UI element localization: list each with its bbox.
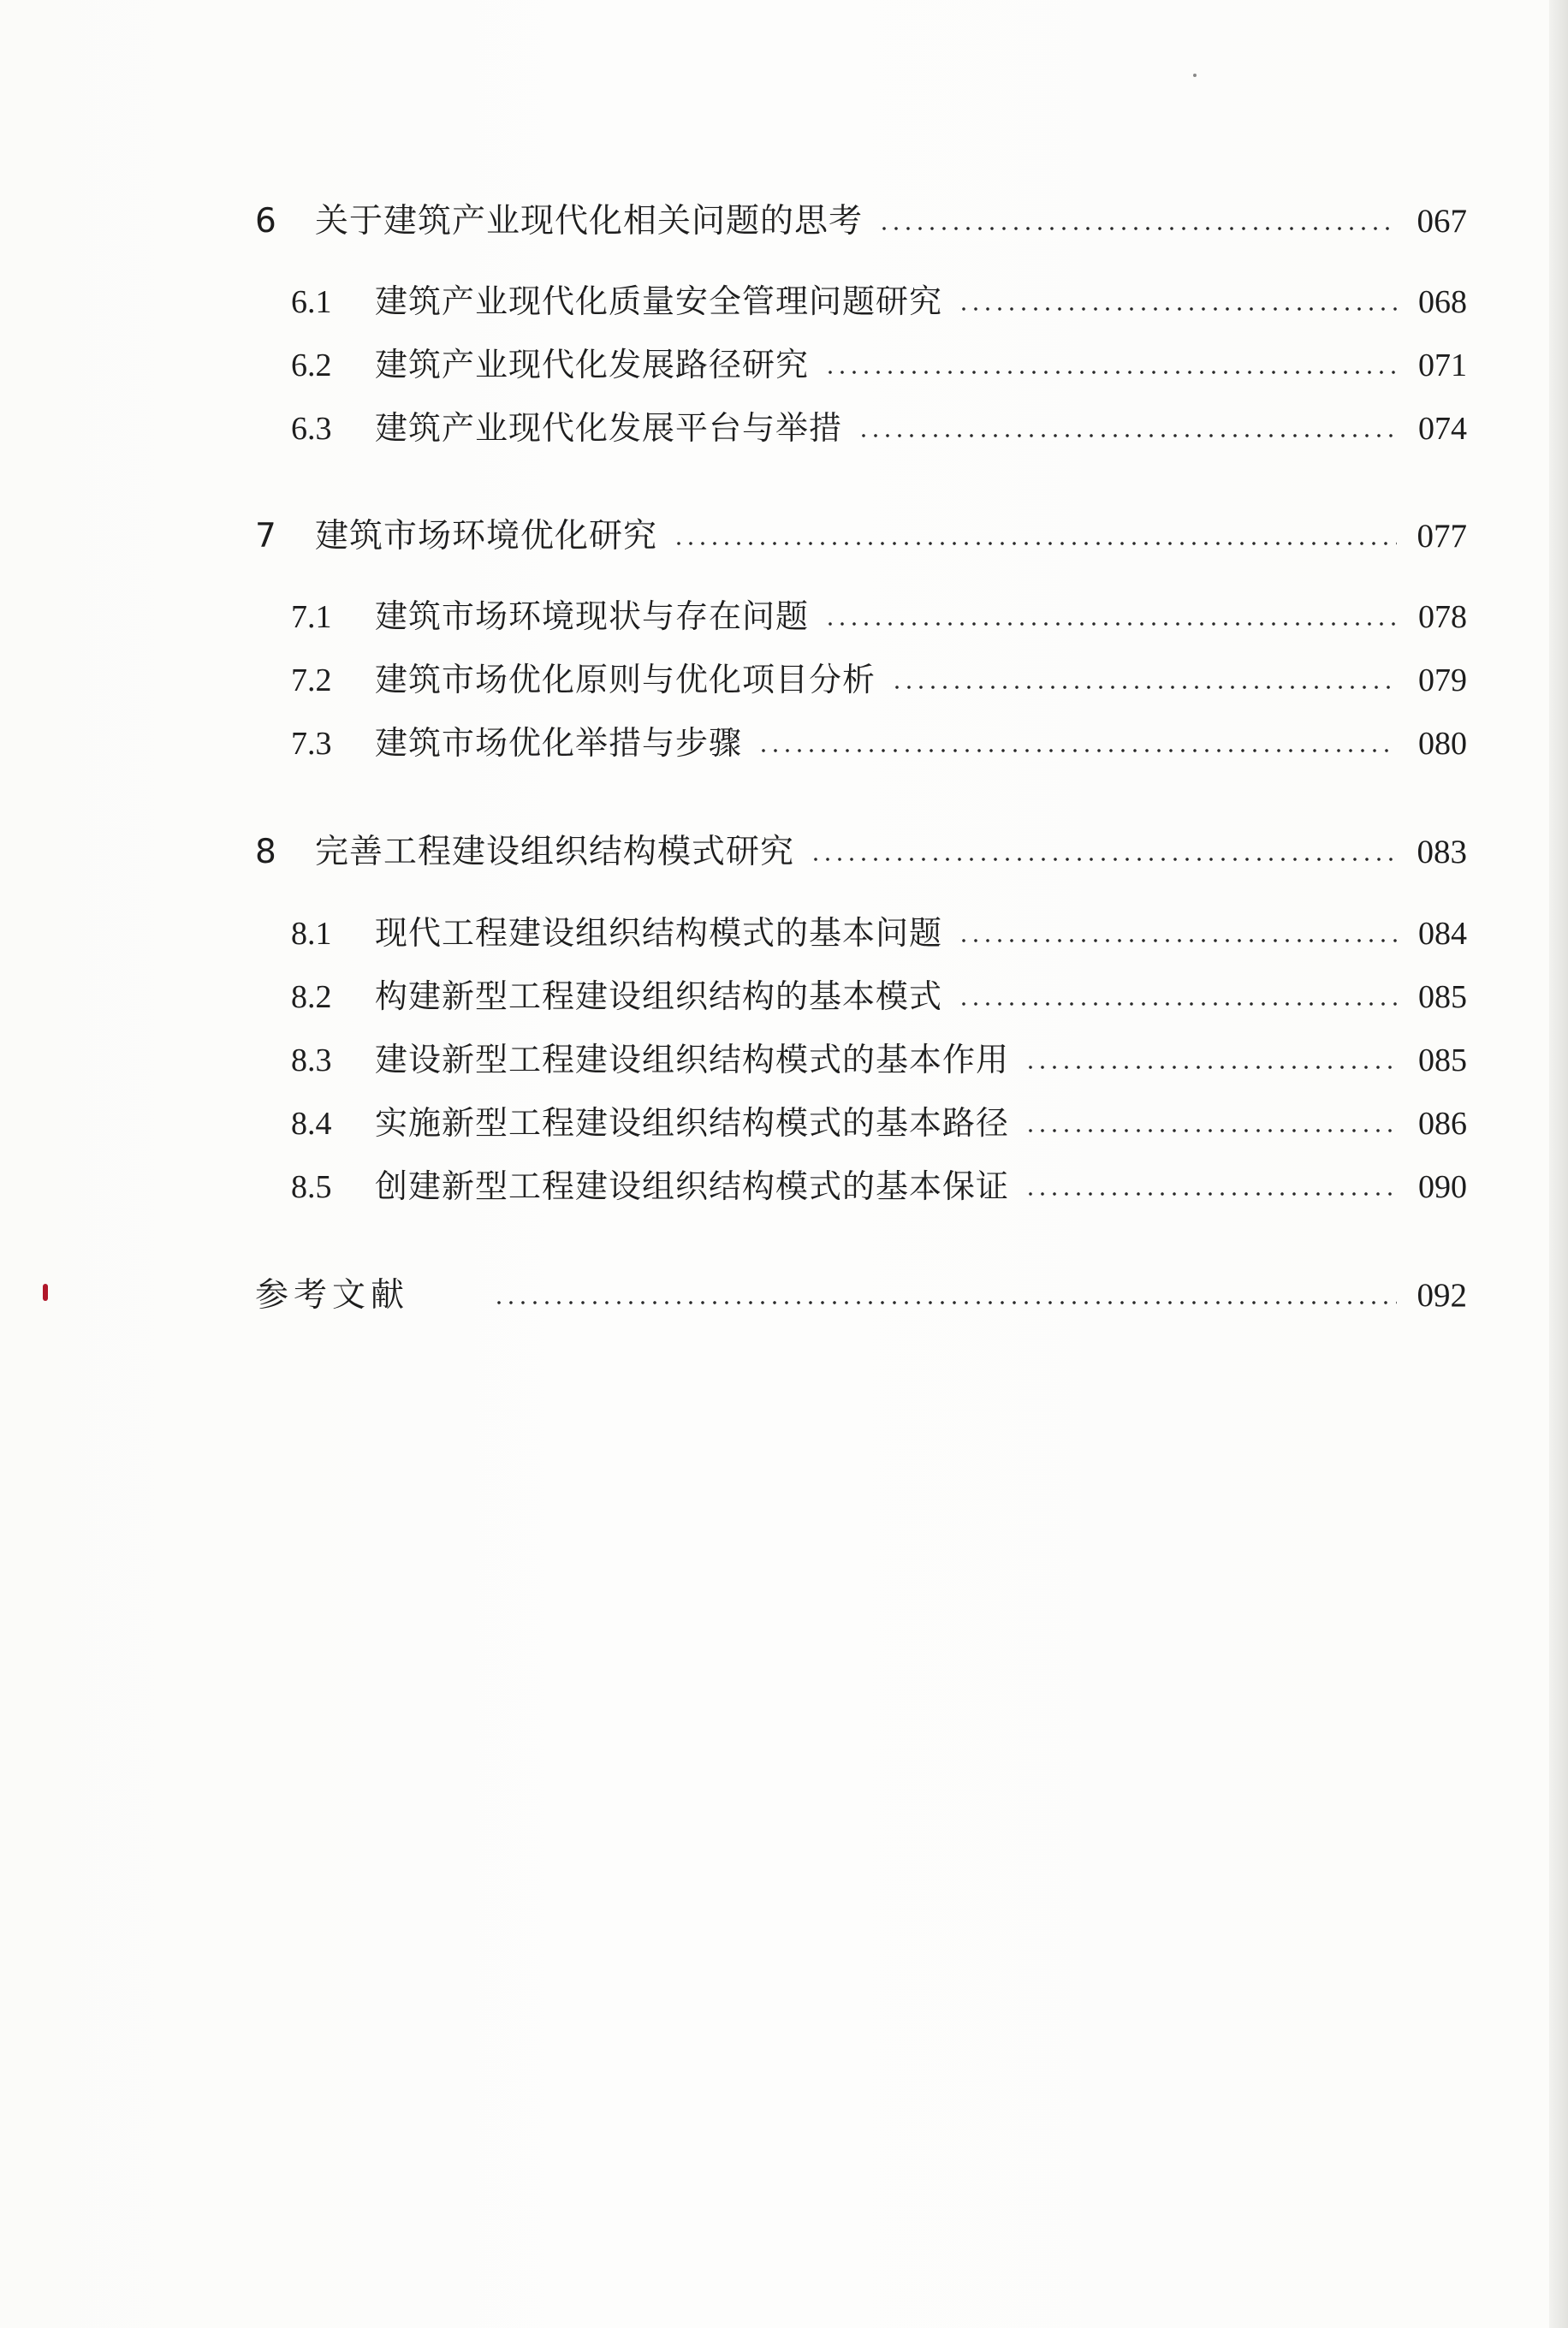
- dot-leader: [1025, 1129, 1397, 1132]
- page-number: 068: [1418, 284, 1467, 320]
- dot-leader: [493, 1301, 1397, 1304]
- chapter-number: 7: [255, 517, 276, 555]
- dot-leader: [1025, 1066, 1397, 1069]
- section-number: 6.2: [291, 347, 332, 383]
- section-title: 实施新型工程建设组织结构模式的基本路径: [375, 1104, 1010, 1142]
- page-number: 085: [1418, 1042, 1467, 1078]
- toc-references[interactable]: [255, 1275, 1467, 1316]
- toc-chapter-8[interactable]: [255, 832, 1467, 873]
- chapter-number: 6: [255, 202, 276, 241]
- dot-leader: [824, 371, 1397, 374]
- references-title: 参考文献: [255, 1276, 410, 1315]
- toc-section-7-1[interactable]: [291, 596, 1467, 638]
- page-number: 083: [1417, 834, 1467, 870]
- section-title: 创建新型工程建设组织结构模式的基本保证: [375, 1167, 1010, 1205]
- toc-section-8-4[interactable]: [291, 1102, 1467, 1144]
- page-number: 067: [1417, 203, 1467, 240]
- section-number: 8.4: [291, 1106, 332, 1142]
- dot-leader: [958, 307, 1397, 311]
- page-number: 078: [1418, 599, 1467, 635]
- toc-section-8-5[interactable]: [291, 1166, 1467, 1208]
- section-title: 建筑市场环境现状与存在问题: [375, 597, 810, 635]
- section-title: 建筑产业现代化发展平台与举措: [375, 409, 843, 447]
- page-number: 074: [1418, 411, 1467, 447]
- dot-leader: [824, 622, 1397, 626]
- dot-leader: [810, 858, 1397, 861]
- section-title: 建筑市场优化举措与步骤: [375, 724, 743, 762]
- section-number: 8.1: [291, 916, 332, 952]
- section-title: 构建新型工程建设组织结构的基本模式: [375, 977, 943, 1015]
- dot-leader: [891, 686, 1397, 689]
- toc-section-8-3[interactable]: [291, 1039, 1467, 1081]
- section-number: 8.3: [291, 1042, 332, 1078]
- dot-leader: [958, 939, 1397, 942]
- toc-chapter-7[interactable]: [255, 516, 1467, 557]
- page-number: 071: [1418, 347, 1467, 383]
- section-title: 建设新型工程建设组织结构模式的基本作用: [375, 1041, 1010, 1078]
- page-number: 085: [1418, 979, 1467, 1015]
- chapter-title: 关于建筑产业现代化相关问题的思考: [315, 202, 864, 241]
- toc-section-8-2[interactable]: [291, 976, 1467, 1018]
- toc-section-8-1[interactable]: [291, 912, 1467, 954]
- section-title: 现代工程建设组织结构模式的基本问题: [375, 914, 943, 952]
- section-number: 6.1: [291, 284, 332, 320]
- section-number: 7.3: [291, 726, 332, 762]
- dot-leader: [858, 434, 1397, 437]
- toc-section-7-2[interactable]: [291, 659, 1467, 701]
- toc-section-6-1[interactable]: [291, 281, 1467, 323]
- page-number: 084: [1418, 916, 1467, 952]
- section-number: 7.1: [291, 599, 332, 635]
- page-number: 090: [1418, 1169, 1467, 1205]
- toc-section-7-3[interactable]: [291, 722, 1467, 764]
- dot-leader: [673, 542, 1397, 545]
- section-title: 建筑产业现代化发展路径研究: [375, 346, 810, 383]
- page-number: 079: [1418, 662, 1467, 698]
- dot-leader: [757, 749, 1397, 752]
- toc-section-6-3[interactable]: [291, 407, 1467, 449]
- toc-section-6-2[interactable]: [291, 344, 1467, 386]
- toc-chapter-6[interactable]: [255, 201, 1467, 242]
- section-number: 6.3: [291, 411, 332, 447]
- chapter-title: 完善工程建设组织结构模式研究: [315, 833, 795, 871]
- page-number: 077: [1417, 518, 1467, 555]
- page-number: 086: [1418, 1106, 1467, 1142]
- section-number: 8.5: [291, 1169, 332, 1205]
- chapter-title: 建筑市场环境优化研究: [315, 517, 658, 555]
- section-title: 建筑市场优化原则与优化项目分析: [375, 661, 876, 698]
- section-title: 建筑产业现代化质量安全管理问题研究: [375, 282, 943, 320]
- dot-leader: [1025, 1192, 1397, 1196]
- dot-leader: [878, 227, 1397, 230]
- chapter-number: 8: [255, 833, 276, 871]
- section-number: 7.2: [291, 662, 332, 698]
- section-number: 8.2: [291, 979, 332, 1015]
- page-number: 080: [1418, 726, 1467, 762]
- dot-leader: [958, 1002, 1397, 1006]
- page-number: 092: [1417, 1277, 1467, 1314]
